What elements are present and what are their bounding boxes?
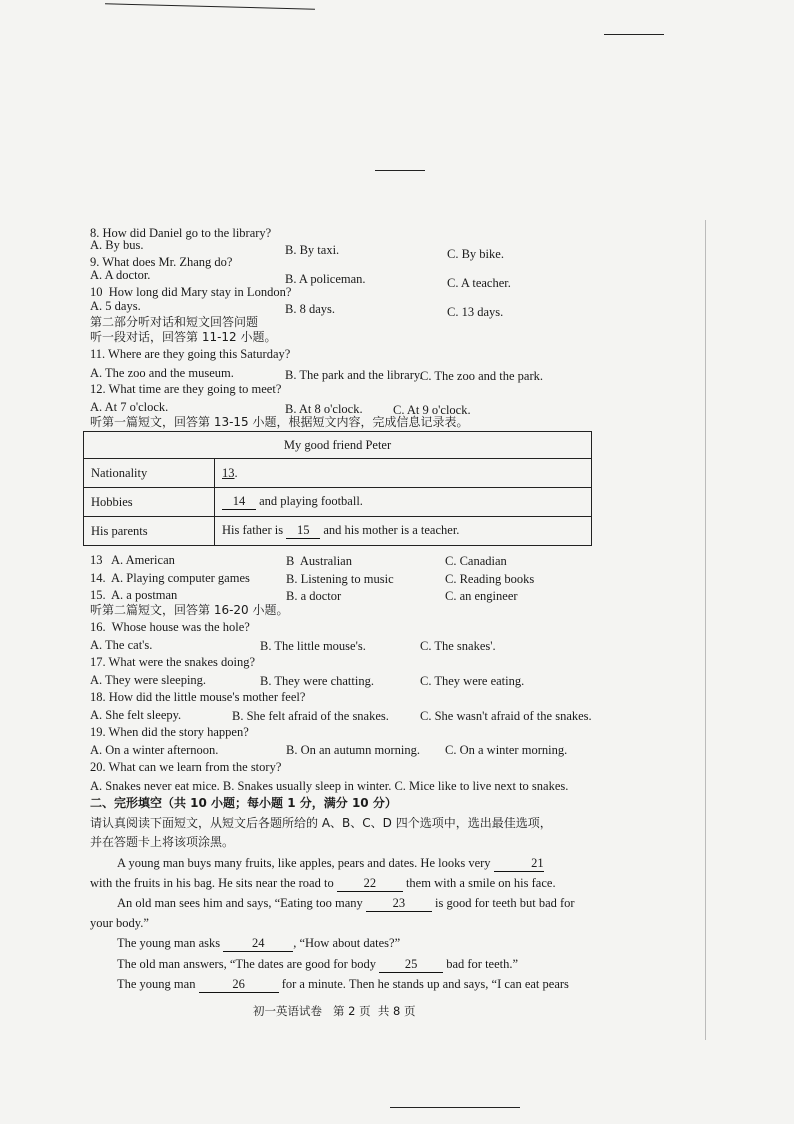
q11-stem: 11. Where are they going this Saturday? bbox=[90, 347, 291, 361]
part2-heading: 第二部分听对话和短文回答问题 bbox=[90, 315, 259, 329]
cloze-instruction-1: 请认真阅读下面短文，从短文后各题所给的 A、B、C、D 四个选项中，选出最佳选项， bbox=[90, 816, 552, 830]
q20-options: A. Snakes never eat mice. B. Snakes usually sleep in winter. C. Mice like to live next to snakes. bbox=[90, 779, 569, 793]
blank-25: 25 bbox=[379, 957, 443, 973]
q10-option-b: B. 8 days. bbox=[285, 302, 335, 316]
cloze-line-7 bbox=[117, 977, 569, 993]
table-title: My good friend Peter bbox=[84, 432, 592, 459]
q18-option-b: B. She felt afraid of the snakes. bbox=[232, 709, 389, 723]
row-label-nationality: Nationality bbox=[84, 459, 215, 488]
q9-option-b: B. A policeman. bbox=[285, 272, 366, 286]
blank-26: 26 bbox=[199, 977, 279, 993]
scan-mark-top-right bbox=[604, 34, 664, 35]
row-value-hobbies bbox=[215, 488, 592, 517]
q19-option-c: C. On a winter morning. bbox=[445, 743, 568, 757]
cloze-text: is good for teeth but bad for bbox=[435, 896, 575, 910]
blank-23: 23 bbox=[366, 896, 432, 912]
blank-21: 21 bbox=[494, 856, 544, 872]
q12-option-b: B. At 8 o'clock. bbox=[285, 402, 363, 416]
q11-option-c: C. The zoo and the park. bbox=[420, 369, 543, 383]
blank-22: 22 bbox=[337, 876, 403, 892]
q17-option-b: B. They were chatting. bbox=[260, 674, 374, 688]
row-value-parents bbox=[215, 517, 592, 546]
q13-stem: 13 bbox=[90, 553, 103, 567]
q15-option-c: C. an engineer bbox=[445, 589, 518, 603]
q9-option-c: C. A teacher. bbox=[447, 276, 511, 290]
table-row bbox=[84, 459, 592, 488]
q9-stem: 9. What does Mr. Zhang do? bbox=[90, 255, 233, 269]
cloze-text: A young man buys many fruits, like apples, pears and dates. He looks very bbox=[117, 856, 491, 870]
table-row bbox=[84, 517, 592, 546]
blank-13: 13 bbox=[222, 465, 235, 480]
cloze-instruction-2: 并在答题卡上将该项涂黑。 bbox=[90, 835, 235, 849]
table-row bbox=[84, 488, 592, 517]
q11-option-b: B. The park and the library. bbox=[285, 368, 423, 382]
q13-option-b: B Australian bbox=[286, 554, 352, 568]
q17-option-c: C. They were eating. bbox=[420, 674, 525, 688]
q12-stem: 12. What time are they going to meet? bbox=[90, 382, 282, 396]
info-record-table bbox=[83, 431, 592, 546]
cloze-line-2 bbox=[90, 876, 556, 892]
scan-mark-mid bbox=[375, 170, 425, 171]
q8-option-a: A. By bus. bbox=[90, 238, 144, 252]
q14-option-c: C. Reading books bbox=[445, 572, 535, 586]
row-label-hobbies: Hobbies bbox=[84, 488, 215, 517]
row-value-pre: His father is bbox=[222, 523, 287, 537]
cloze-line-3 bbox=[117, 896, 575, 912]
cloze-text: The young man bbox=[117, 977, 196, 991]
q18-option-a: A. She felt sleepy. bbox=[90, 708, 182, 722]
cloze-text: them with a smile on his face. bbox=[405, 876, 556, 890]
q14-option-b: B. Listening to music bbox=[286, 572, 394, 586]
row-value-post: and his mother is a teacher. bbox=[320, 523, 460, 537]
cloze-text: An old man sees him and says, “Eating too many bbox=[117, 896, 363, 910]
q10-option-a: A. 5 days. bbox=[90, 299, 141, 313]
q14-option-a: A. Playing computer games bbox=[111, 571, 250, 585]
q12-option-c: C. At 9 o'clock. bbox=[393, 403, 471, 417]
q13-option-a: A. American bbox=[111, 553, 175, 567]
cloze-line-6 bbox=[117, 957, 518, 973]
scan-mark-bottom bbox=[390, 1107, 520, 1108]
page-footer: 初一英语试卷 第 2 页 共 8 页 bbox=[253, 1004, 416, 1018]
q8-stem: 8. How did Daniel go to the library? bbox=[90, 226, 272, 240]
scan-mark-top-left bbox=[105, 3, 315, 9]
q16-option-c: C. The snakes'. bbox=[420, 639, 496, 653]
cloze-text: with the fruits in his bag. He sits near the road to bbox=[90, 876, 334, 890]
cloze-text: The young man asks bbox=[117, 936, 221, 950]
cloze-line-1 bbox=[117, 856, 544, 872]
cloze-text: The old man answers, “The dates are good for body bbox=[117, 957, 376, 971]
cloze-text: bad for teeth.” bbox=[446, 957, 519, 971]
q19-stem: 19. When did the story happen? bbox=[90, 725, 249, 739]
q8-option-b: B. By taxi. bbox=[285, 243, 340, 257]
q16-stem: 16. Whose house was the hole? bbox=[90, 620, 250, 634]
passage2-instruction: 听第二篇短文，回答第 16-20 小题。 bbox=[90, 603, 289, 617]
q11-option-a: A. The zoo and the museum. bbox=[90, 366, 234, 380]
q15-option-a: A. a postman bbox=[111, 588, 178, 602]
q14-stem: 14. bbox=[90, 571, 106, 585]
q17-option-a: A. They were sleeping. bbox=[90, 673, 207, 687]
q16-option-a: A. The cat's. bbox=[90, 638, 153, 652]
q16-option-b: B. The little mouse's. bbox=[260, 639, 366, 653]
cloze-heading: 二、完形填空（共 10 小题；每小题 1 分，满分 10 分） bbox=[90, 796, 397, 810]
q18-option-c: C. She wasn't afraid of the snakes. bbox=[420, 709, 592, 723]
q10-stem: 10 How long did Mary stay in London? bbox=[90, 285, 292, 299]
page-edge-shadow bbox=[705, 220, 706, 1040]
blank-15: 15 bbox=[286, 523, 320, 539]
q12-option-a: A. At 7 o'clock. bbox=[90, 400, 169, 414]
row-label-parents: His parents bbox=[84, 517, 215, 546]
q19-option-a: A. On a winter afternoon. bbox=[90, 743, 219, 757]
row-value-post: . bbox=[234, 465, 238, 480]
cloze-text: for a minute. Then he stands up and says, “I can eat pears bbox=[281, 977, 569, 991]
q10-option-c: C. 13 days. bbox=[447, 305, 504, 319]
cloze-line-5 bbox=[117, 936, 400, 952]
q20-stem: 20. What can we learn from the story? bbox=[90, 760, 282, 774]
q8-option-c: C. By bike. bbox=[447, 247, 504, 261]
dialogue-instruction: 听一段对话，回答第 11-12 小题。 bbox=[90, 330, 277, 344]
q19-option-b: B. On an autumn morning. bbox=[286, 743, 421, 757]
q18-stem: 18. How did the little mouse's mother feel? bbox=[90, 690, 306, 704]
q15-option-b: B. a doctor bbox=[286, 589, 342, 603]
cloze-line-4: your body.” bbox=[90, 916, 149, 930]
row-value-post: and playing football. bbox=[256, 494, 363, 508]
blank-14: 14 bbox=[222, 494, 256, 510]
cloze-text: , “How about dates?” bbox=[293, 936, 401, 950]
blank-24: 24 bbox=[223, 936, 293, 952]
q15-stem: 15. bbox=[90, 588, 106, 602]
q13-option-c: C. Canadian bbox=[445, 554, 507, 568]
q9-option-a: A. A doctor. bbox=[90, 268, 151, 282]
row-value-nationality bbox=[215, 459, 592, 488]
q17-stem: 17. What were the snakes doing? bbox=[90, 655, 255, 669]
passage1-instruction: 听第一篇短文，回答第 13-15 小题，根据短文内容，完成信息记录表。 bbox=[90, 415, 469, 429]
